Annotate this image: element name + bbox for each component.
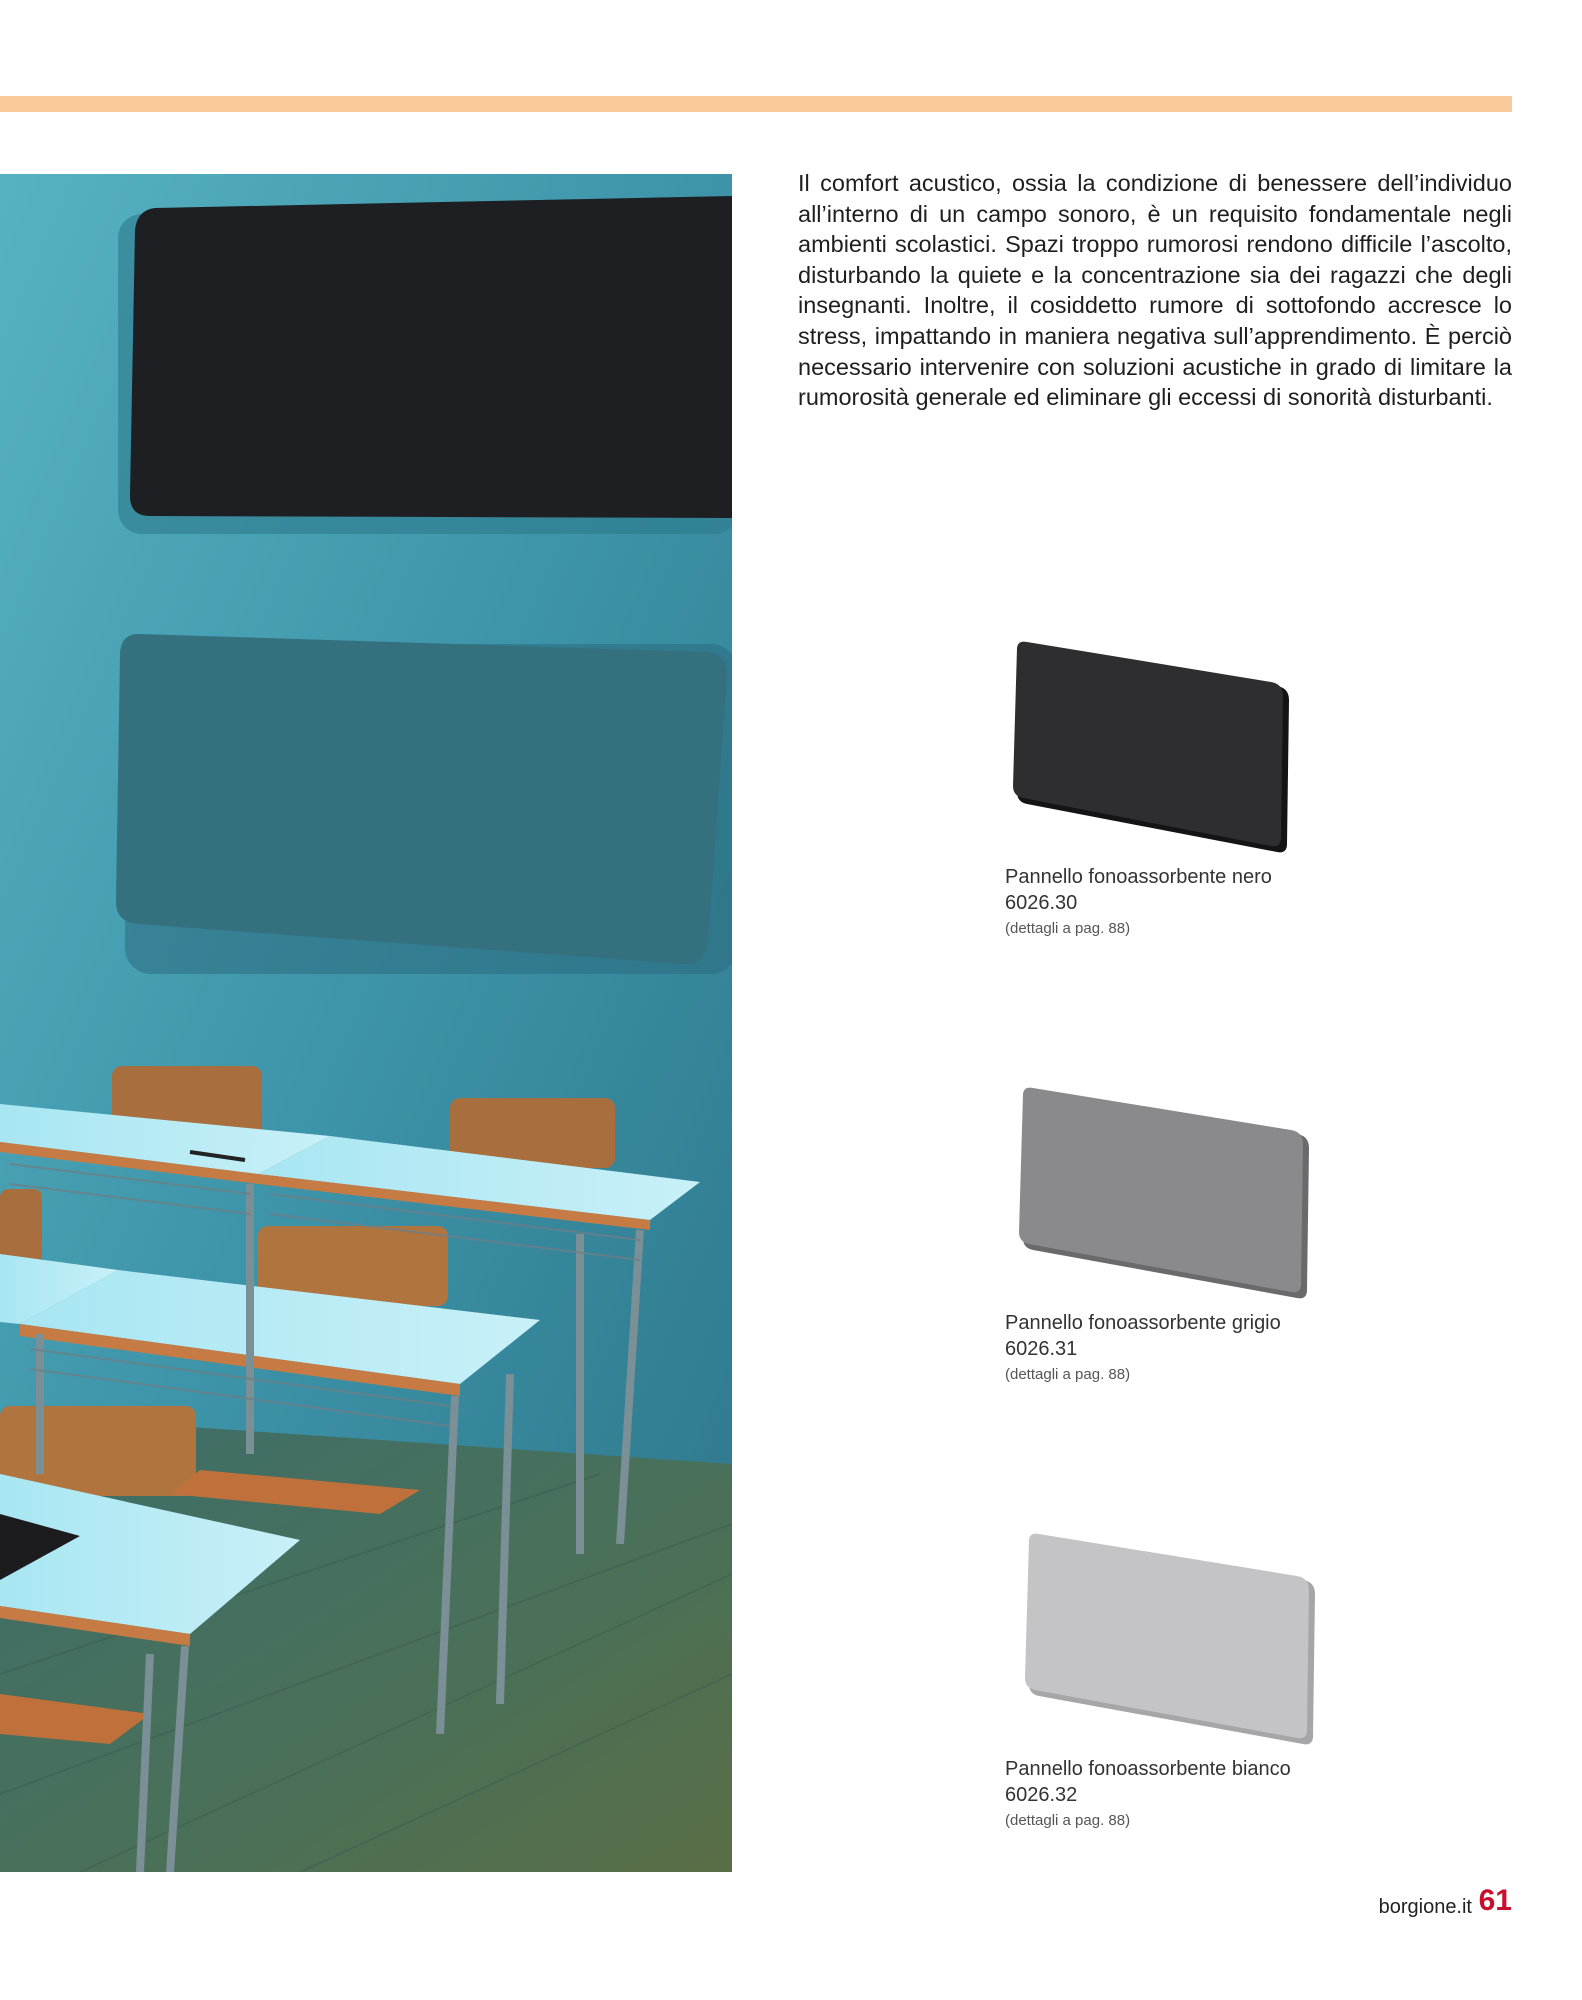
product-code: 6026.31 — [1005, 1338, 1078, 1360]
product-page-reference: (dettagli a pag. 88) — [1005, 1366, 1131, 1383]
classroom-photo — [0, 174, 732, 1872]
product-name: Pannello fonoassorbente bianco — [1005, 1758, 1291, 1780]
product-name: Pannello fonoassorbente nero — [1005, 866, 1272, 888]
panel-white-image — [1005, 1526, 1345, 1756]
panel-black-image — [1005, 634, 1345, 864]
product-code: 6026.30 — [1005, 892, 1078, 914]
panel-swatch — [1025, 1534, 1309, 1739]
product-page-reference: (dettagli a pag. 88) — [1005, 1812, 1131, 1829]
page-number: 61 — [1478, 1884, 1512, 1917]
product-name: Pannello fonoassorbente grigio — [1005, 1312, 1281, 1334]
panel-grey-image — [1005, 1080, 1345, 1310]
panel-swatch — [1013, 642, 1283, 847]
intro-paragraph: Il comfort acustico, ossia la condizione di benessere dell’individuo all’interno di un campo sonoro, è un requisito fondamentale negli ambienti scolastici. Spazi troppo rumorosi rendono difficile l’ascolto, disturbando la quiete e la concentrazione sia dei ragazzi che degli insegnanti. Inoltre, il cosiddetto rumore di sottofondo accresce lo stress, impattando in maniera negativa sull’apprendimento. È perciò necessario intervenire con soluzioni acustiche in grado di limitare la rumorosità generale ed eliminare gli eccessi di sonorità disturbanti. — [798, 170, 1512, 411]
product-code: 6026.32 — [1005, 1784, 1078, 1806]
footer-website: borgione.it — [1378, 1896, 1472, 1918]
product-page-reference: (dettagli a pag. 88) — [1005, 920, 1131, 937]
top-accent-bar — [0, 96, 1512, 112]
panel-swatch — [1019, 1088, 1303, 1293]
